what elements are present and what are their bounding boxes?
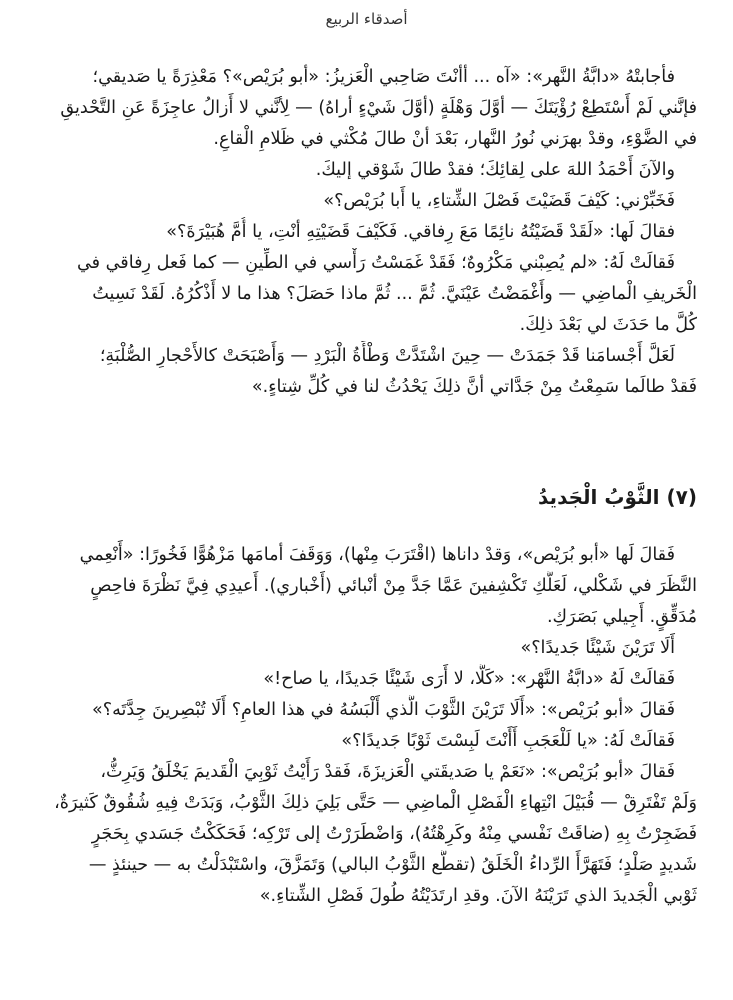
- paragraph-line: لَعَلَّ أَجْسامَنا قَدْ جَمَدَتْ — حِينَ اشْتَدَّتْ وَطْأَةُ الْبَرْدِ — وَأَصْبَحَتْ كالأَحْجارِ الصُّلْبَةِ؛: [99, 346, 675, 366]
- paragraph-line: أَلَا تَرَيْنَ شَيْئًا جَديدًا؟»: [520, 638, 675, 658]
- paragraph-line: وَلَمْ تَفْتَرِقْ — قُبَيْلَ انْتِهاءِ الْفَصْلِ الْماضِي — حَتَّى بَلِيَ ذلِكَ الثَّوْبُ، وَبَدَتْ فِيهِ شُقُوقٌ كَثيرَةٌ،: [54, 793, 697, 813]
- paragraph-line: والآنَ أَحْمَدُ اللهَ على لِقائِكَ؛ فقدْ طالَ شَوْقي إليكَ.: [315, 160, 675, 180]
- paragraph-line: فَخَبِّرْني: كَيْفَ قَضَيْتَ فَصْلَ الشِّتاءِ، يا أَبا بُرَيْص؟»: [323, 191, 675, 211]
- paragraph-line: مُدَقِّقٍ. أَجِيلي بَصَرَكِ.: [546, 607, 697, 627]
- paragraph-line: النَّظَرَ في شَكْلي، لَعَلَّكِ تَكْشِفينَ عَمَّا جَدَّ مِنْ أنْبائي (أَخْباري). أَعيدِي فِيَّ نَظْرَةَ فاحِصٍ: [90, 576, 697, 596]
- paragraph-line: فَقالَ «أبو بُرَيْص»: «أَلَا تَرَيْنَ الثَّوْبَ الَّذي أَلْبَسُهُ في هذا العامِ؟ أَلَا تُبْصِرينَ جِدَّتَه؟»: [92, 700, 675, 720]
- paragraph-line: فَقالَ لَها «أبو بُرَيْص»، وَقدْ داناها (اقْتَرَبَ مِنْها)، وَوَقَفَ أمامَها مَزْهُوًّا فَخُورًا: «أَنْعِمي: [79, 545, 675, 565]
- paragraph-line: في الضَّوْءِ، وقدْ بهرَني نُورُ النَّهار، بَعْدَ أنْ طالَ مُكْثي في ظَلامِ الْقاعِ.: [213, 129, 697, 149]
- paragraph-line: فَقالَتْ لَهُ: «لم يُصِبْني مَكْرُوهٌ؛ فَقَدْ غَمَسْتُ رَأْسي في الطِّينِ — كما فَعل رِفاقي في: [76, 253, 675, 273]
- dialogue-section-1: [30, 62, 697, 403]
- paragraph-line: فَضَجِرْتُ بِهِ (ضاقَتْ نَفْسي مِنْهُ وكَرِهْتُهُ)، وَاضْطَرَرْتُ إلى تَرْكِه؛ فَحَكَكْتُ جَسَدي بِحَجَرٍ: [91, 824, 697, 844]
- paragraph-line: فَقالَتْ لَهُ: «يا لَلْعَجَبِ أَأَنْتَ لَبِسْتَ ثَوْبًا جَديدًا؟»: [341, 731, 675, 751]
- paragraph-line: فإنَّني لَمْ أَسْتَطِعْ رُؤْيَتَكَ — أوَّلَ وَهْلَةٍ (أوَّلَ شَيْءٍ أراهُ) — لِأنَّني لا أَزالُ عاجِزَةً عَنِ التَّحْديقِ: [60, 98, 697, 118]
- paragraph-line: كُلَّ ما حَدَثَ لي بَعْدَ ذلِكَ.: [519, 315, 697, 335]
- paragraph-line: شَديدٍ صَلْدٍ؛ فَتَهَرَّأَ الرِّداءُ الْخَلَقُ (تقطَّع الثَّوْبُ البالي) وَتَمَزَّقَ، واسْتَبْدَلْتُ به — حينئذٍ —: [88, 855, 697, 875]
- paragraph-line: فَقالَ «أبو بُرَيْص»: «نَعَمْ يا صَديقَتي الْعَزيزَةَ، فَقدْ رَأَيْتُ ثَوْبِيَ الْقَديمَ يَخْلَقُ وَيَرِثُّ،: [100, 762, 675, 782]
- running-header: أصدقاء الربيع: [325, 10, 408, 28]
- paragraph-line: الْخَريفِ الْماضِي — وأَغْمَضْتُ عَيْنَيَّ. ثُمَّ ... ثُمَّ ماذا حَصَلَ؟ هذا ما لا أَذْكُرُهُ. لَقَدْ نَسِيتُ: [92, 284, 697, 304]
- paragraph-line: فَقالَتْ لَهُ «دابَّةُ النَّهْر»: «كَلَّا، لا أَرَى شَيْئًا جَديدًا، يا صاح!»: [263, 669, 675, 689]
- section-heading: (٧) الثَّوْبُ الْجَديدُ: [538, 485, 697, 509]
- paragraph-line: فأجابتْهُ «دابَّةُ النَّهر»: «آه ... أأنْتَ صَاحِبي الْعَزيزُ: «أبو بُرَيْص»؟ مَعْذِرَةً يا صَديقي؛: [92, 67, 675, 87]
- dialogue-section-2: [30, 540, 697, 912]
- paragraph-line: ثَوْبي الْجَديدَ الذي تَرَيْنَهُ الآنَ. وقدِ ارتَدَيْتُهُ طُولَ فَصْلِ الشِّتاءِ.»: [259, 886, 697, 906]
- paragraph-line: فَقدْ طالَما سَمِعْتُ مِنْ جَدَّاتي أنَّ ذلِكَ يَحْدُثُ لنا في كُلِّ شِتاءٍ.»: [251, 377, 697, 397]
- paragraph-line: فقالَ لَها: «لَقَدْ قَضَيْتُهُ نائِمًا مَعَ رِفاقي. فَكَيْفَ قَضَيْتِهِ أنْتِ، يا أُمَّ هُبَيْرَةَ؟»: [166, 222, 675, 242]
